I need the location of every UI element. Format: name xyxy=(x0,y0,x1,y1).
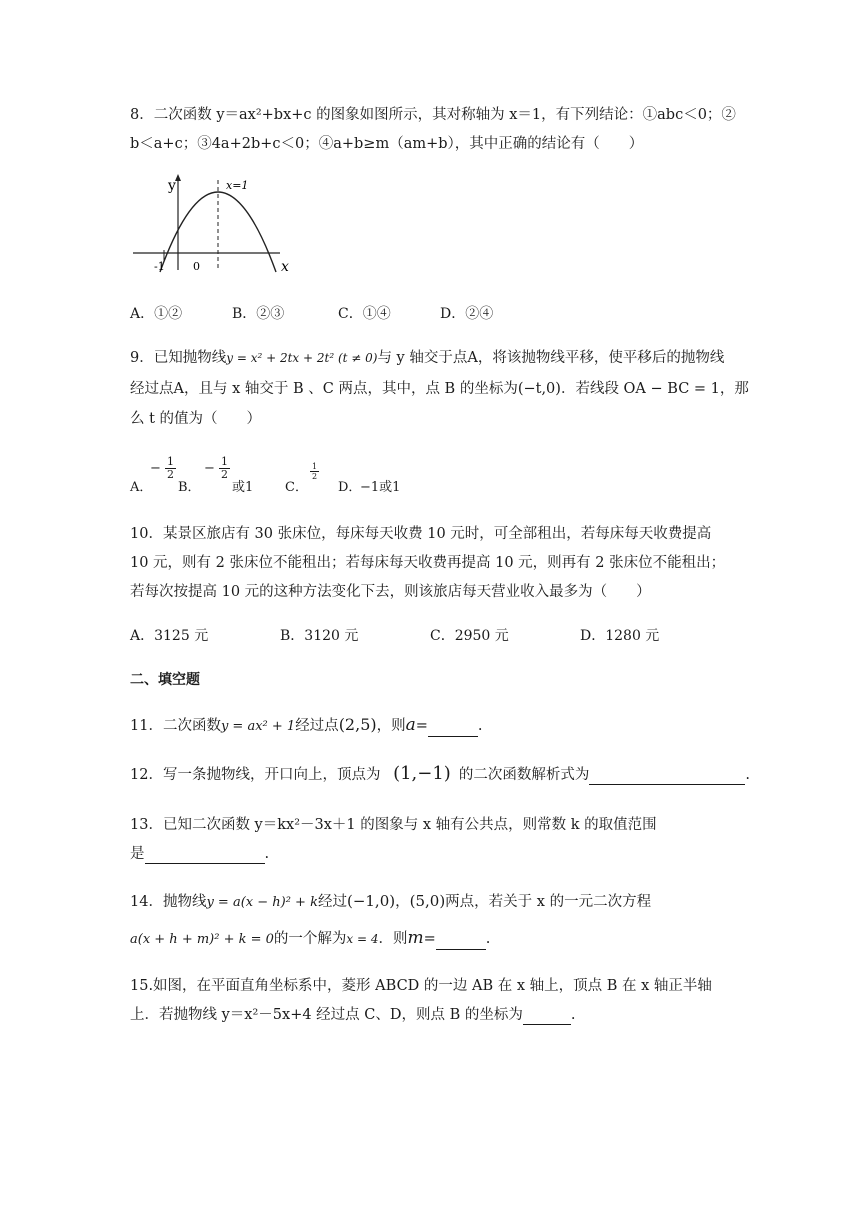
q11-end: . xyxy=(477,718,483,734)
q15-line2-text: 上．若抛物线 y＝x²－5x+4 经过点 C、D，则点 B 的坐标为 xyxy=(130,1007,523,1023)
q9-line3: 么 t 的值为（ ） xyxy=(130,411,262,427)
graph-origin: 0 xyxy=(193,260,200,273)
q13-answer-blank[interactable] xyxy=(145,847,265,864)
q9-opt-d-label: D． xyxy=(338,480,362,495)
q13-line2 xyxy=(130,844,269,864)
q13-line1: 13．已知二次函数 y＝kx²－3x＋1 的图象与 x 轴有公共点，则常数 k 的取值范围 xyxy=(130,817,657,833)
q8-option-d: D．②④ xyxy=(440,306,494,322)
q9-opt-b-label: B． xyxy=(178,480,201,495)
frac-den: 2 xyxy=(221,468,229,481)
q10-option-a: A．3125 元 xyxy=(130,628,209,644)
q10-option-b: B．3120 元 xyxy=(280,628,359,644)
graph-x-label: x xyxy=(281,259,289,275)
q8-line1: 8．二次函数 y＝ax²+bx+c 的图象如图所示，其对称轴为 x＝1，有下列结论：①abc＜0；② xyxy=(130,107,736,123)
q14-formula: y = a(x − h)² + k xyxy=(206,895,318,910)
q9-line2: 经过点A，且与 x 轴交于 B 、C 两点，其中，点 B 的坐标为(−t,0)．若线段 OA − BC = 1，那 xyxy=(130,381,749,397)
q14-eq: = xyxy=(423,931,436,947)
q14-comma: ， xyxy=(395,894,410,910)
q9-line1-b: 与 y 轴交于点A，将该抛物线平移，使平移后的抛物线 xyxy=(377,350,725,366)
q11-answer-blank[interactable] xyxy=(428,720,478,737)
q14-answer-blank[interactable] xyxy=(436,933,486,950)
q11-var: a xyxy=(405,715,416,735)
frac-den: 2 xyxy=(167,468,175,481)
frac-num: 1 xyxy=(312,462,318,471)
q10-line2: 10 元，则有 2 张床位不能租出；若每床每天收费再提高 10 元，则再有 2 张床位不能租出； xyxy=(130,555,726,571)
q11-point: (2,5) xyxy=(338,715,377,734)
q14-p1: (−1,0) xyxy=(346,892,396,910)
q12-b: 的二次函数解析式为 xyxy=(458,767,590,783)
q12-answer-blank[interactable] xyxy=(589,768,745,785)
q10-option-c: C．2950 元 xyxy=(430,628,509,644)
q14-line2 xyxy=(130,928,490,950)
q14-line1 xyxy=(130,891,651,913)
q9-line1 xyxy=(130,348,724,368)
q15-answer-blank[interactable] xyxy=(523,1008,571,1025)
q9-opt-b xyxy=(204,456,230,481)
q13-end: . xyxy=(264,846,270,862)
q12-a: 12．写一条抛物线，开口向上，顶点为 xyxy=(130,767,381,783)
q13-line2-text: 是 xyxy=(130,846,145,862)
q9-opt-c-frac xyxy=(310,462,319,481)
q15-end: . xyxy=(570,1007,576,1023)
q11-formula: y = ax² + 1 xyxy=(220,719,296,734)
q10-line1: 10．某景区旅店有 30 张床位，每床每天收费 10 元时，可全部租出，若每床每天收费提高 xyxy=(130,526,712,542)
q9-opt-d: −1或1 xyxy=(360,480,401,495)
q14-var: m xyxy=(407,928,424,948)
q14-formula2: a(x + h + m)² + k = 0 xyxy=(130,932,274,947)
q12-line xyxy=(130,764,750,785)
q9-opt-b-tail: 或1 xyxy=(232,480,254,495)
q9-opt-b-frac xyxy=(219,456,230,481)
frac-num: 1 xyxy=(221,455,229,468)
graph-tick-neg1: -1 xyxy=(154,260,165,273)
q14-line2-b: ．则 xyxy=(378,931,408,947)
graph-y-label: y xyxy=(168,178,176,194)
q15-line2 xyxy=(130,1005,576,1025)
q8-option-a: A．①② xyxy=(130,306,183,322)
q14-a: 14．抛物线 xyxy=(130,894,207,910)
q15-line1: 15.如图，在平面直角坐标系中，菱形 ABCD 的一边 AB 在 x 轴上，顶点 B 在 x 轴正半轴 xyxy=(130,978,712,994)
q8-option-c: C．①④ xyxy=(338,306,391,322)
q14-line2-a: 的一个解为 xyxy=(273,931,347,947)
q8-line2: b＜a+c；③4a+2b+c＜0；④a+b≥m（am+b），其中正确的结论有（ ） xyxy=(130,136,644,152)
q8-option-b: B．②③ xyxy=(232,306,285,322)
q14-p2: (5,0) xyxy=(409,892,446,910)
q9-opt-a xyxy=(150,456,176,481)
q14-solution: x = 4 xyxy=(346,932,379,946)
q11-d: = xyxy=(415,718,428,734)
q14-end: . xyxy=(485,931,491,947)
graph-axis-label: x=1 xyxy=(226,179,249,192)
q9-line1-a: 9．已知抛物线 xyxy=(130,350,227,366)
frac-num: 1 xyxy=(167,455,175,468)
q9-opt-c-label: C． xyxy=(285,480,308,495)
q12-end: . xyxy=(745,767,750,783)
q9-opt-a-frac xyxy=(165,456,176,481)
q9-opt-a-label: A． xyxy=(130,480,153,495)
q9-opt-c xyxy=(310,462,319,481)
q9-opt-a-sign: − xyxy=(150,461,161,476)
q14-c: 两点，若关于 x 的一元二次方程 xyxy=(445,894,652,910)
q10-option-d: D．1280 元 xyxy=(580,628,660,644)
q8-parabola-graph xyxy=(130,172,295,277)
q11-a: 11．二次函数 xyxy=(130,718,221,734)
q11-b: 经过点 xyxy=(295,718,339,734)
q12-point: (1,−1) xyxy=(393,763,451,784)
q9-opt-b-sign: − xyxy=(204,461,215,476)
q14-b: 经过 xyxy=(317,894,347,910)
frac-den: 2 xyxy=(312,472,318,481)
section-heading: 二、填空题 xyxy=(130,672,200,688)
q10-line3: 若每次按提高 10 元的这种方法变化下去，则该旅店每天营业收入最多为（ ） xyxy=(130,584,651,600)
q9-formula: y = x² + 2tx + 2t² (t ≠ 0) xyxy=(226,351,378,365)
q11-line xyxy=(130,715,483,737)
q11-c: ，则 xyxy=(376,718,406,734)
